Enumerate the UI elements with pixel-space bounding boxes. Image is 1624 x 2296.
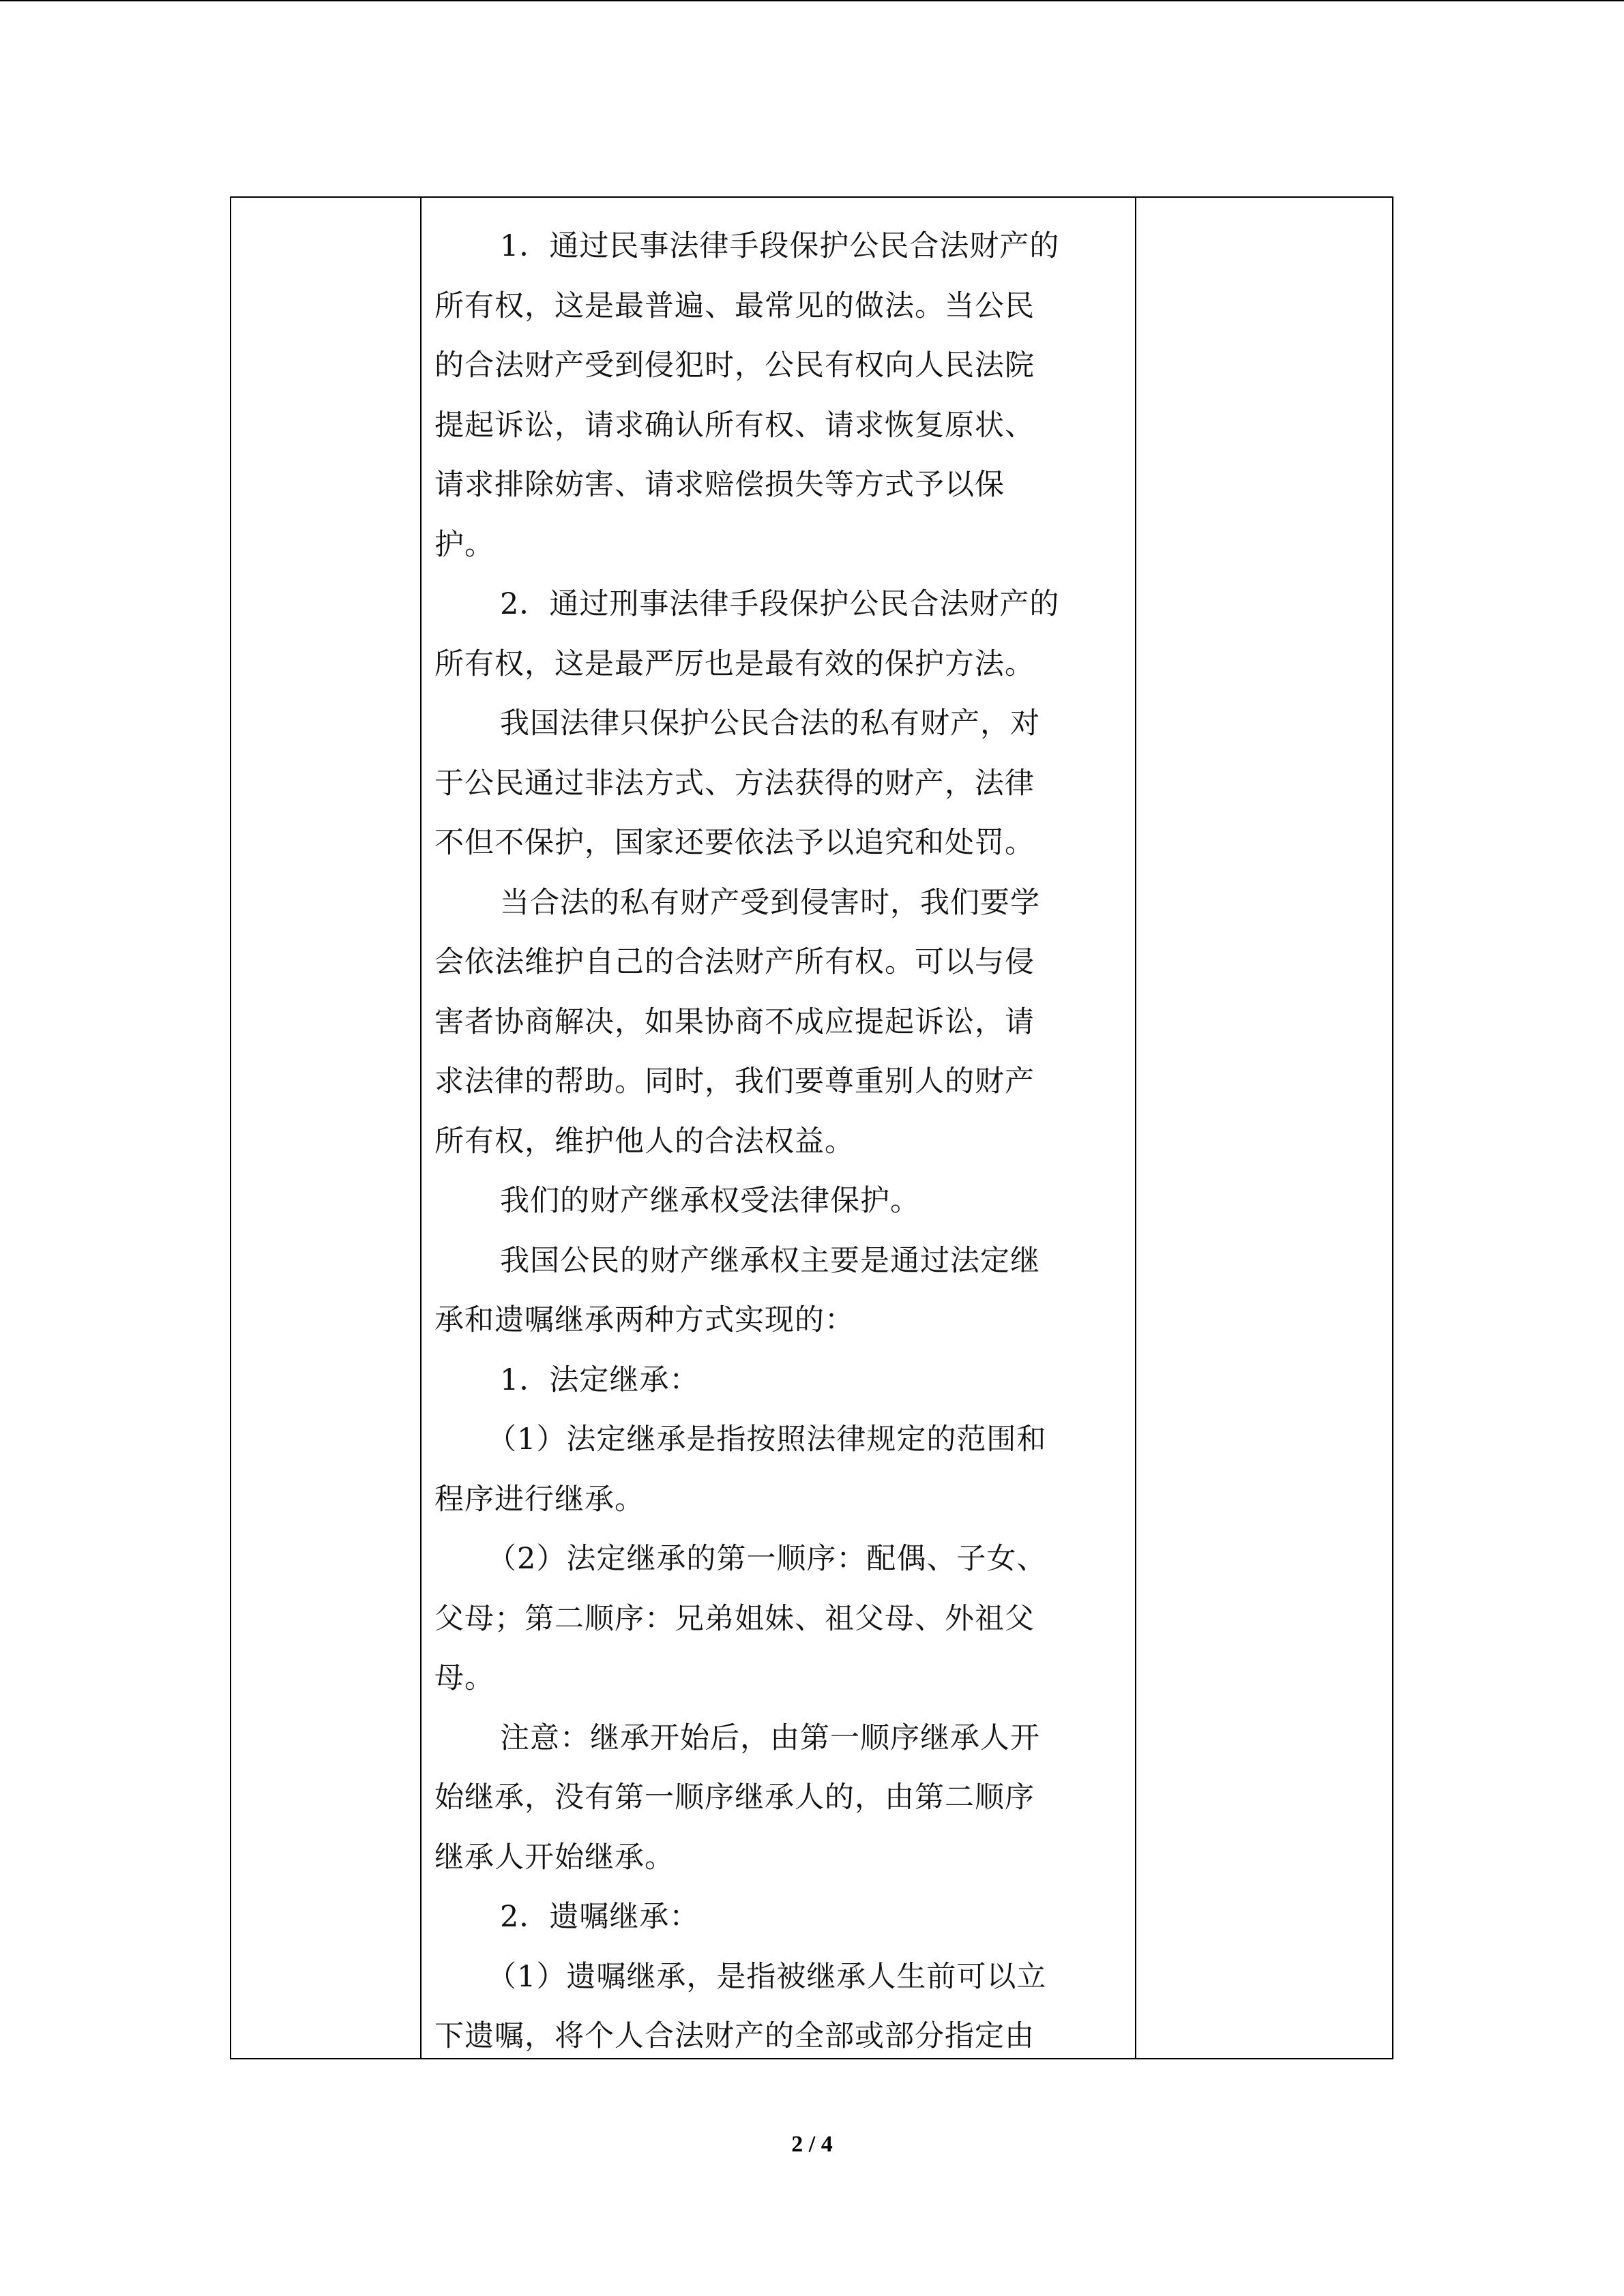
content-table	[230, 196, 1393, 2059]
text-line: 2．遗嘱继承：	[500, 1900, 700, 1934]
text-line: 请求排除妨害、请求赔偿损失等方式予以保	[434, 468, 1005, 502]
text-line: 注意：继承开始后，由第一顺序继承人开	[500, 1720, 1040, 1755]
text-line: 1．通过民事法律手段保护公民合法财产的	[500, 229, 1060, 263]
main-text-column	[422, 198, 1136, 2058]
text-line: 不但不保护，国家还要依法予以追究和处罚。	[434, 826, 1035, 860]
text-line: 继承人开始继承。	[434, 1840, 675, 1875]
text-line: 我们的财产继承权受法律保护。	[500, 1184, 920, 1218]
text-line: 提起诉讼，请求确认所有权、请求恢复原状、	[434, 408, 1035, 443]
text-line: 求法律的帮助。同时，我们要尊重别人的财产	[434, 1064, 1035, 1099]
text-line: 护。	[434, 527, 494, 562]
text-line: （2）法定继承的第一顺序：配偶、子女、	[487, 1542, 1047, 1576]
text-line: 1．法定继承：	[500, 1362, 700, 1397]
text-line: 2．通过刑事法律手段保护公民合法财产的	[500, 587, 1060, 621]
text-line: 所有权，这是最严厉也是最有效的保护方法。	[434, 646, 1035, 681]
text-line: 的合法财产受到侵犯时，公民有权向人民法院	[434, 348, 1035, 383]
left-empty-column	[231, 198, 422, 2058]
text-line: 所有权，维护他人的合法权益。	[434, 1124, 855, 1159]
text-line: 害者协商解决，如果协商不成应提起诉讼，请	[434, 1004, 1035, 1039]
text-line: 父母；第二顺序：兄弟姐妹、祖父母、外祖父	[434, 1601, 1035, 1636]
text-line: 会依法维护自己的合法财产所有权。可以与侵	[434, 945, 1035, 979]
text-line: 始继承，没有第一顺序继承人的，由第二顺序	[434, 1780, 1035, 1815]
top-border-line	[0, 0, 1624, 1]
text-line: 承和遗嘱继承两种方式实现的：	[434, 1303, 855, 1337]
text-line: 下遗嘱，将个人合法财产的全部或部分指定由	[434, 2019, 1035, 2053]
text-line: （1）法定继承是指按照法律规定的范围和	[487, 1422, 1047, 1457]
right-empty-column	[1136, 198, 1392, 2058]
text-line: 当合法的私有财产受到侵害时，我们要学	[500, 885, 1040, 920]
text-line: 我国法律只保护公民合法的私有财产，对	[500, 706, 1040, 741]
text-line: 于公民通过非法方式、方法获得的财产，法律	[434, 766, 1035, 801]
text-line: 我国公民的财产继承权主要是通过法定继	[500, 1243, 1040, 1278]
text-line: 所有权，这是最普遍、最常见的做法。当公民	[434, 288, 1035, 323]
page-number: 2 / 4	[791, 2132, 833, 2157]
text-line: 母。	[434, 1661, 494, 1695]
text-line: （1）遗嘱继承，是指被继承人生前可以立	[487, 1959, 1047, 1994]
text-line: 程序进行继承。	[434, 1482, 645, 1517]
